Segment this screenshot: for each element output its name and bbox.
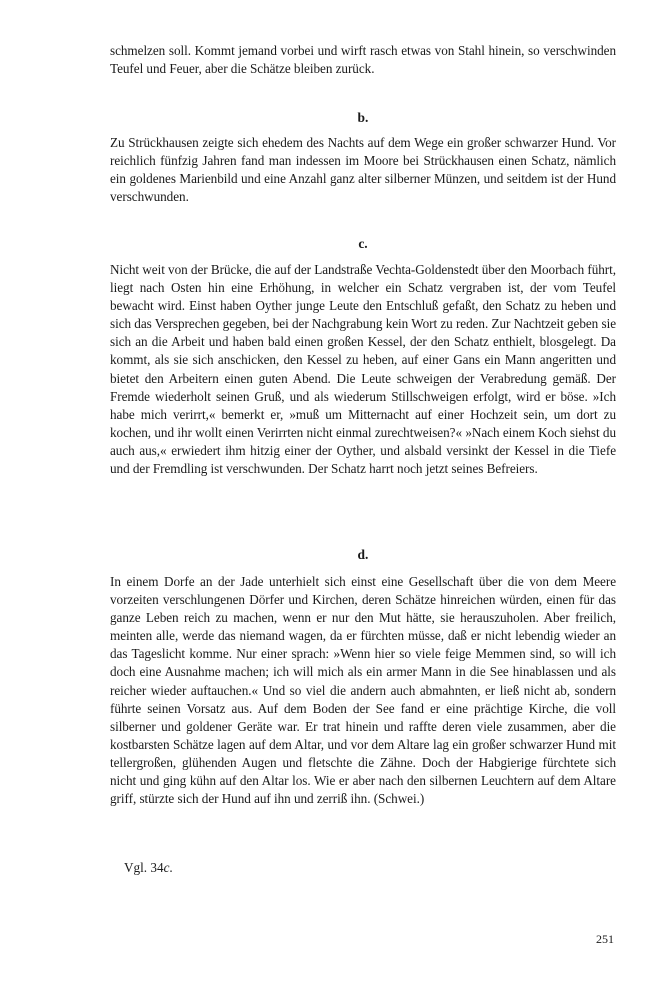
paragraph-d: In einem Dorfe an der Jade unterhielt sich einst eine Gesellschaft über die von dem Meere vorzeiten verschlungenen Dörfer und Kirchen, deren Schätze hinreichen würden, einen für das ganze Leben reich zu machen, wenn er nur den Mut hätte, sie herauszuholen. Aber freilich, meinten alle, werde das niemand wagen, da er fürchten müsse, daß er nicht lebendig wieder an das Tageslicht komme. Nur einer sprach: »Wenn hier so viele feige Memmen sind, so will ich doch eine Ausnahme machen; ich will mich als ein armer Mann in die See hinablassen und als reicher wieder auftauchen.« Und so viel die andern auch abmahnten, er ließ nicht ab, sondern führte seinen Vorsatz aus. Auf dem Boden der See fand er eine prächtige Kirche, die voll silberner und goldener Geräte war. Er trat hinein und raffte deren viele zusammen, aber die kostbarsten Schätze lagen auf dem Altar, und vor dem Altare lag ein großer schwarzer Hund mit tellergroßen, glühenden Augen und fletschte die Zähne. Doch der Habgierige fürchtete sich nicht und ging kühn auf den Altar los. Wie er aber nach den silbernen Leuchtern auf dem Altare griff, stürzte sich der Hund auf ihn und zerriß ihn. (Schwei.) (110, 574, 616, 807)
page-number: 251 (596, 932, 614, 946)
section-heading-b: b. (357, 110, 369, 125)
cross-reference (124, 860, 173, 876)
paragraph-c: Nicht weit von der Brücke, die auf der Landstraße Vechta-Goldenstedt über den Moorbach führt, liegt nach Osten hin eine Erhöhung, in welcher ein Schatz vergraben ist, der vom Teufel bewacht wird. Einst haben Oyther junge Leute den Entschluß gefaßt, den Schatz zu heben und sich das Versprechen gegeben, bei der Nachgrabung kein Wort zu reden. Zur Nachtzeit geben sie sich an die Arbeit und haben bald einen großen Kessel, der den Schatz enthielt, blosgelegt. Da kommt, als sie sich anschicken, den Kessel zu heben, auf einer Gans ein Mann angeritten und bietet den Arbeitern einen guten Abend. Die Leute schweigen der Verabredung gemäß. Der Fremde wiederholt seinen Gruß, und als wiederum Stillschweigen erfolgt, wird er böse. »Ich habe mich verirrt,« bemerkt er, »muß um Mitternacht auf einer Hochzeit sein, um dort zu kochen, und ihr wollt einen Verirrten nicht einmal zurechtweisen?« »Nach einem Koch siehst du auch aus,« erwiedert ihm hitzig einer der Oyther, und alsbald versinkt der Kessel in die Tiefe und der Fremdling ist verschwunden. Der Schatz harrt noch jetzt seines Befreiers. (110, 262, 616, 477)
paragraph-b: Zu Strückhausen zeigte sich ehedem des Nachts auf dem Wege ein großer schwarzer Hund. Vor reichlich fünfzig Jahren fand man indessen im Moore bei Strückhausen einen Schatz, nämlich ein goldenes Marienbild und eine Anzahl ganz alter silberner Münzen, und seitdem ist der Hund verschwunden. (110, 135, 616, 205)
reference-end: . (169, 860, 173, 875)
paragraph-continuation: schmelzen soll. Kommt jemand vorbei und wirft rasch etwas von Stahl hinein, so verschwinden Teufel und Feuer, aber die Schätze bleiben zurück. (110, 43, 616, 77)
reference-suffix: c (163, 860, 170, 875)
section-heading-c: c. (358, 236, 368, 251)
reference-prefix: Vgl. 34 (124, 860, 164, 875)
section-heading-d: d. (357, 547, 369, 562)
